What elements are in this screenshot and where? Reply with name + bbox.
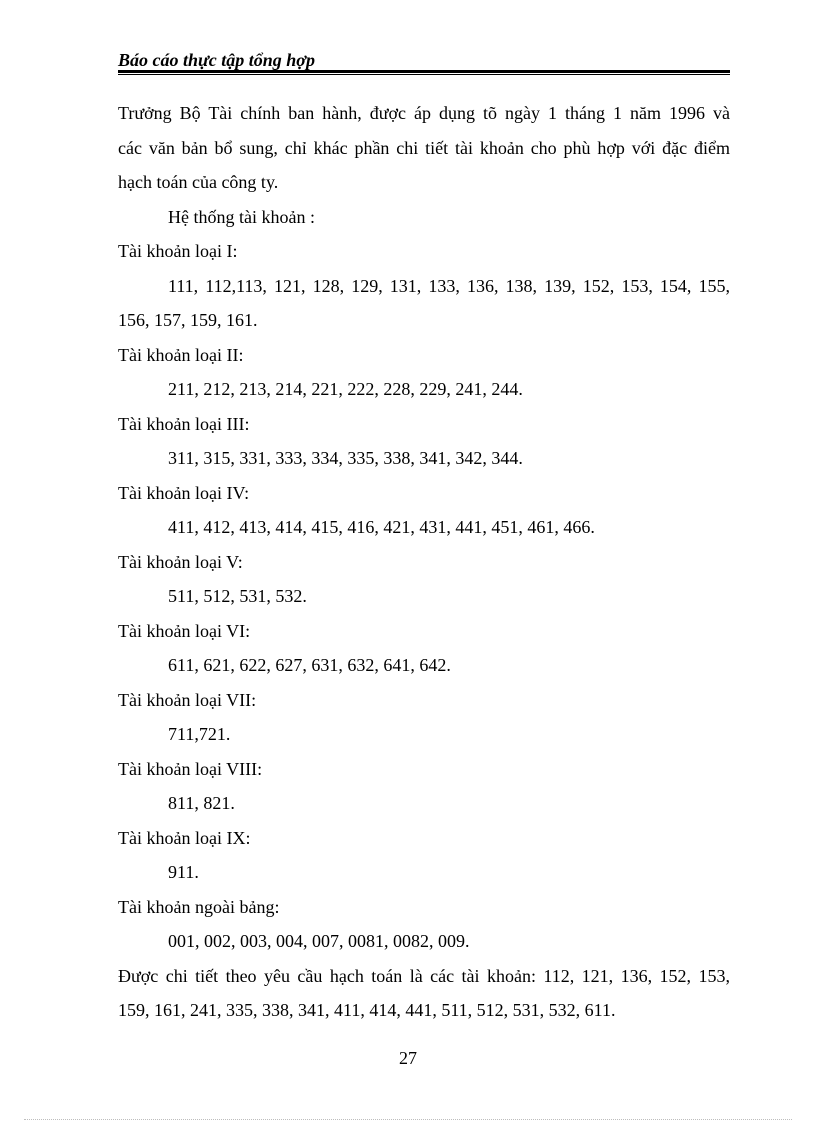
detail-line: 159, 161, 241, 335, 338, 341, 411, 414, 441, 511, 512, 531, 532, 611. — [118, 1000, 616, 1020]
account-codes: 111, 112,113, 121, 128, 129, 131, 133, 136, 138, 139, 152, 153, 154, 155, — [168, 275, 730, 296]
page-bottom-border — [24, 1119, 792, 1120]
paragraph-line: hạch toán của công ty. — [118, 172, 279, 192]
account-codes: 156, 157, 159, 161. — [118, 310, 258, 330]
account-group-label: Tài khoản ngoài bảng: — [118, 896, 280, 917]
account-group-label: Tài khoản loại I: — [118, 241, 238, 261]
account-group-label: Tài khoản loại VIII: — [118, 758, 263, 779]
paragraph-line: các văn bản bổ sung, chỉ khác phần chi tiết tài khoản cho phù hợp với đặc điểm — [118, 137, 730, 158]
account-group-label: Tài khoản loại VII: — [118, 689, 257, 710]
account-group-label: Tài khoản loại IX: — [118, 827, 251, 848]
paragraph-line: Trưởng Bộ Tài chính ban hành, được áp dụng tõ ngày 1 tháng 1 năm 1996 và — [118, 103, 730, 123]
page-header — [118, 46, 730, 74]
system-heading: Hệ thống tài khoản : — [168, 206, 315, 227]
account-group-label: Tài khoản loại II: — [118, 344, 244, 365]
account-codes: 611, 621, 622, 627, 631, 632, 641, 642. — [168, 655, 451, 675]
account-codes: 711,721. — [168, 724, 231, 744]
account-codes: 911. — [168, 862, 199, 882]
header-rule-thin — [118, 74, 730, 75]
account-codes: 411, 412, 413, 414, 415, 416, 421, 431, 441, 451, 461, 466. — [168, 517, 595, 537]
account-codes: 311, 315, 331, 333, 334, 335, 338, 341, 342, 344. — [168, 448, 523, 468]
page-body — [118, 96, 730, 1028]
account-codes: 511, 512, 531, 532. — [168, 586, 307, 606]
account-group-label: Tài khoản loại VI: — [118, 620, 251, 641]
header-rule-thick — [118, 70, 730, 73]
account-codes: 211, 212, 213, 214, 221, 222, 228, 229, 241, 244. — [168, 379, 523, 399]
account-codes: 001, 002, 003, 004, 007, 0081, 0082, 009. — [168, 931, 470, 951]
account-group-label: Tài khoản loại V: — [118, 551, 243, 572]
account-group-label: Tài khoản loại III: — [118, 413, 250, 434]
report-title: Báo cáo thực tập tổng hợp — [118, 50, 315, 70]
page-number: 27 — [399, 1048, 417, 1068]
account-group-label: Tài khoản loại IV: — [118, 482, 250, 503]
detail-line: Được chi tiết theo yêu cầu hạch toán là các tài khoản: 112, 121, 136, 152, 153, — [118, 965, 730, 986]
account-codes: 811, 821. — [168, 793, 235, 813]
